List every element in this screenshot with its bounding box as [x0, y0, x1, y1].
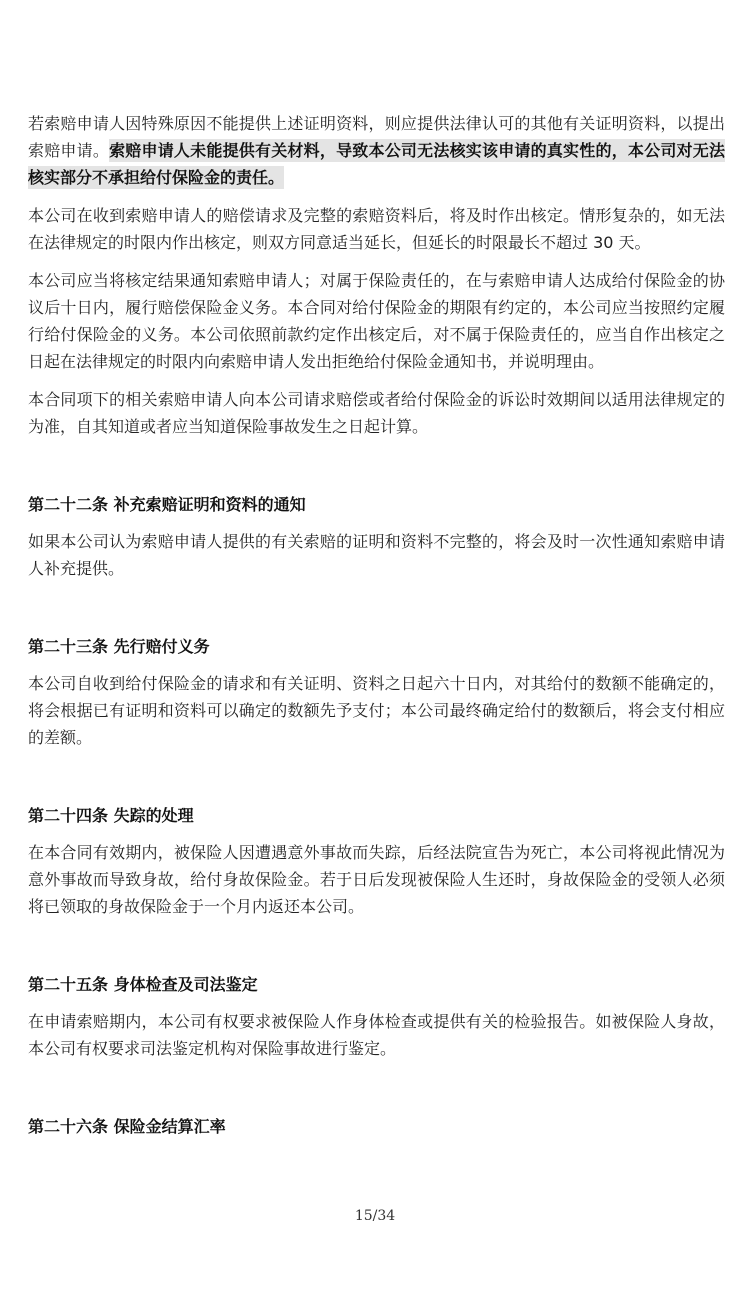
paragraph-notification: 本公司应当将核定结果通知索赔申请人；对属于保险责任的，在与索赔申请人达成给付保险金的协议后十日内，履行赔偿保险金义务。本合同对给付保险金的期限有约定的，本公司应当按照约定履行给付保险金的义务。本公司依照前款约定作出核定后，对不属于保险责任的，应当自作出核定之日起在法律规定的时限内向索赔申请人发出拒绝给付保险金通知书，并说明理由。	[28, 271, 725, 371]
paragraph-verification: 本公司在收到索赔申请人的赔偿请求及完整的索赔资料后，将及时作出核定。情形复杂的，如无法在法律规定的时限内作出核定，则双方同意适当延长，但延长的时限最长不超过 30 天。	[28, 206, 725, 252]
paragraph-text: 若索赔申请人因特殊原因不能提供上述证明资料，则应提供法律认可的其他有关证明资料，以提出索赔申请。	[28, 114, 725, 160]
document-page	[28, 110, 725, 1140]
article-body: 在本合同有效期内，被保险人因遭遇意外事故而失踪，后经法院宣告为死亡，本公司将视此情况为意外事故而导致身故，给付身故保险金。若于日后发现被保险人生还时，身故保险金的受领人必须将已领取的身故保险金于一个月内返还本公司。	[28, 843, 725, 916]
article-body: 本公司自收到给付保险金的请求和有关证明、资料之日起六十日内，对其给付的数额不能确定的，将会根据已有证明和资料可以确定的数额先予支付；本公司最终确定给付的数额后，将会支付相应的差额。	[28, 674, 725, 747]
article-24	[28, 802, 725, 920]
article-22	[28, 491, 725, 582]
highlighted-bold-text: 索赔申请人未能提供有关材料，导致本公司无法核实该申请的真实性的，本公司对无法核实部分不承担给付保险金的责任。	[28, 141, 725, 187]
article-heading: 第二十三条 先行赔付义务	[28, 637, 210, 656]
page-number: 15/34	[354, 1208, 396, 1224]
article-heading: 第二十四条 失踪的处理	[28, 806, 194, 825]
paragraph-limitation-period: 本合同项下的相关索赔申请人向本公司请求赔偿或者给付保险金的诉讼时效期间以适用法律规定的为准，自其知道或者应当知道保险事故发生之日起计算。	[28, 390, 725, 436]
article-heading: 第二十六条 保险金结算汇率	[28, 1117, 226, 1136]
article-heading: 第二十二条 补充索赔证明和资料的通知	[28, 495, 306, 514]
article-25	[28, 971, 725, 1062]
article-23	[28, 633, 725, 751]
article-body: 如果本公司认为索赔申请人提供的有关索赔的证明和资料不完整的，将会及时一次性通知索赔申请人补充提供。	[28, 532, 725, 578]
article-heading: 第二十五条 身体检查及司法鉴定	[28, 975, 258, 994]
article-body: 在申请索赔期内，本公司有权要求被保险人作身体检查或提供有关的检验报告。如被保险人身故，本公司有权要求司法鉴定机构对保险事故进行鉴定。	[28, 1012, 725, 1058]
paragraph-supplementary-docs	[28, 110, 725, 191]
article-26	[28, 1113, 725, 1140]
